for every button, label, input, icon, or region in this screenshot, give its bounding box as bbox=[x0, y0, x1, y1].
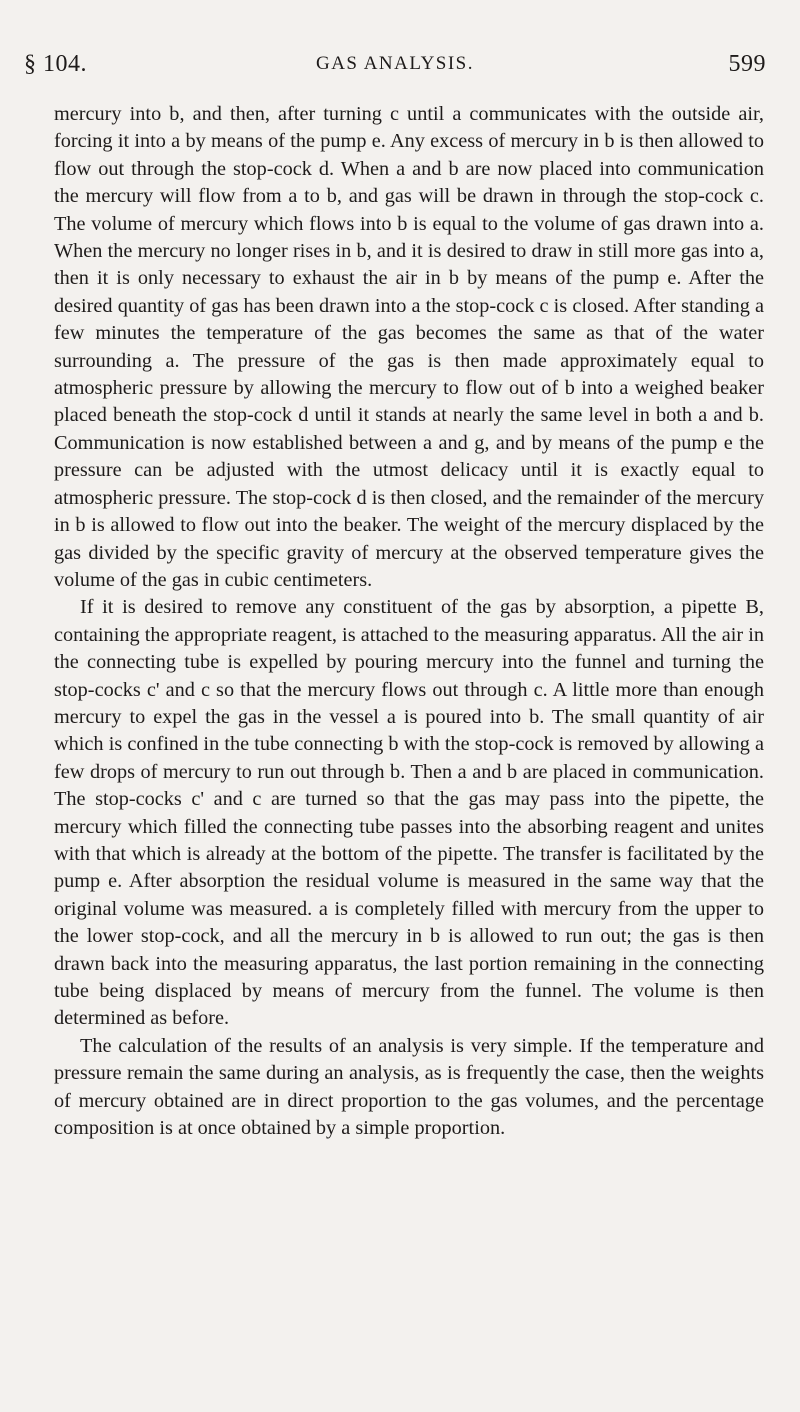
page-number: 599 bbox=[728, 51, 766, 77]
paragraph-calculation: The calculation of the results of an analysis is very simple. If the temperature and pressure remain the same during an analysis, as is frequently the case, then the weights of mercury obtained are in direct proportion to the gas volumes, and the percentage composition is at once obtained by a simple proportion. bbox=[54, 1034, 764, 1140]
paragraph-continued: mercury into b, and then, after turning c until a communicates with the outside air, forcing it into a by means of the pump e. Any excess of mercury in b is then allowed to flow out through the stop-cock d. When a and b are now placed into communication the mercury will flow from a to b, and gas will be drawn in through the stop-cock c. The volume of mercury which flows into b is equal to the volume of gas drawn into a. When the mercury no longer rises in b, and it is desired to draw in still more gas into a, then it is only necessary to exhaust the air in b by means of the pump e. After the desired quantity of gas has been drawn into a the stop-cock c is closed. After standing a few minutes the temperature of the gas becomes the same as that of the water surrounding a. The pressure of the gas is then made approximately equal to atmospheric pressure by allowing the mercury to flow out of b into a weighed beaker placed beneath the stop-cock d until it stands at nearly the same level in both a and b. Communication is now established between a and g, and by means of the pump e the pressure can be adjusted with the utmost delicacy until it is exactly equal to atmospheric pressure. The stop-cock d is then closed, and the remainder of the mercury in b is allowed to flow out into the beaker. The weight of the mercury displaced by the gas divided by the specific gravity of mercury at the observed temperature gives the volume of the gas in cubic centimeters. bbox=[54, 103, 764, 591]
paragraph-absorption: If it is desired to remove any constituent of the gas by absorption, a pipette B, containing the appropriate reagent, is attached to the measuring apparatus. All the air in the connecting tube is expelled by pouring mercury into the funnel and turning the stop-cocks c' and c so that the mercury flows out through c. A little more than enough mercury to expel the gas in the vessel a is poured into b. The small quantity of air which is confined in the tube connecting b with the stop-cock is removed by allowing a few drops of mercury to run out through b. Then a and b are placed in communication. The stop-cocks c' and c are turned so that the gas may pass into the pipette, the mercury which filled the connecting tube passes into the absorbing reagent and unites with that which is already at the bottom of the pipette. The transfer is facilitated by the pump e. After absorption the residual volume is measured in the same way that the original volume was measured. a is completely filled with mercury from the upper to the lower stop-cock, and all the mercury in b is allowed to run out; the gas is then drawn back into the measuring apparatus, the last portion remaining in the connecting tube being displaced by means of mercury from the funnel. The volume is then determined as before. bbox=[54, 596, 764, 1030]
section-number: § 104. bbox=[24, 51, 87, 77]
running-title: GAS ANALYSIS. bbox=[315, 53, 474, 74]
body-text bbox=[54, 101, 764, 1142]
running-header bbox=[24, 44, 766, 84]
